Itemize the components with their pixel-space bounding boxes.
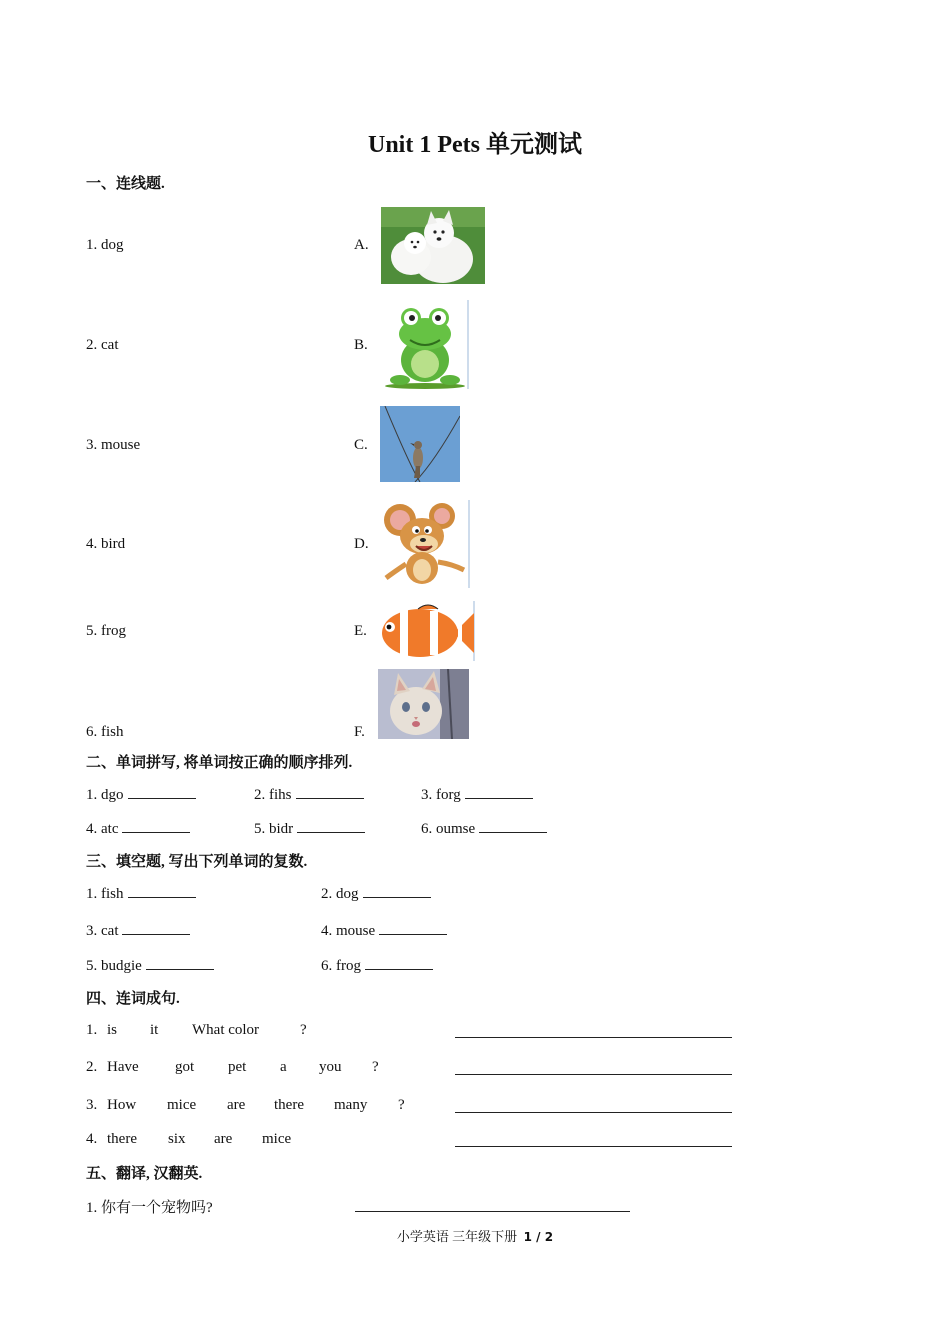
spell-item-5: 5. bidr: [254, 820, 365, 838]
match-letter-b: B.: [354, 337, 368, 353]
page-footer: [0, 1226, 950, 1245]
answer-line[interactable]: [455, 1074, 732, 1075]
plural-item-4: 4. mouse: [321, 922, 447, 940]
sentence-word: ?: [372, 1059, 379, 1075]
section4-heading: 四、连词成句.: [86, 991, 180, 1007]
sentence-word: is: [107, 1022, 118, 1038]
section3-heading: 三、填空题, 写出下列单词的复数.: [86, 854, 308, 870]
match-word-cat: 2. cat: [86, 337, 119, 353]
spell-item-6: 6. oumse: [421, 820, 547, 838]
answer-blank[interactable]: [363, 885, 431, 898]
translate-item-1: 1. 你有一个宠物吗?: [86, 1200, 213, 1216]
frog-picture: [380, 300, 470, 389]
sentence-number: 1.: [86, 1022, 98, 1038]
sentence-word: are: [227, 1097, 246, 1113]
answer-blank[interactable]: [128, 786, 196, 799]
section5-heading: 五、翻译, 汉翻英.: [86, 1166, 203, 1182]
answer-blank[interactable]: [122, 922, 190, 935]
sentence-word: you: [319, 1059, 342, 1075]
footer-text: 小学英语 三年级下册: [396, 1229, 518, 1244]
answer-blank[interactable]: [379, 922, 447, 935]
answer-line[interactable]: [455, 1112, 732, 1113]
sentence-number: 4.: [86, 1131, 98, 1147]
cat-picture: [378, 669, 469, 739]
mouse-picture: [380, 500, 471, 588]
match-word-dog: 1. dog: [86, 237, 124, 253]
plural-item-5: 5. budgie: [86, 957, 214, 975]
sentence-word: are: [214, 1131, 233, 1147]
sentence-word: got: [175, 1059, 195, 1075]
sentence-word: six: [168, 1131, 186, 1147]
answer-blank[interactable]: [146, 957, 214, 970]
match-letter-c: C.: [354, 437, 368, 453]
page-number: 1 / 2: [523, 1230, 554, 1244]
answer-blank[interactable]: [297, 820, 365, 833]
sentence-word: many: [334, 1097, 368, 1113]
answer-line[interactable]: [455, 1146, 732, 1147]
answer-blank[interactable]: [122, 820, 190, 833]
sentence-word: there: [274, 1097, 304, 1113]
dog-picture: [381, 207, 485, 284]
plural-item-1: 1. fish: [86, 885, 196, 903]
match-letter-d: D.: [354, 536, 369, 552]
fish-picture: [378, 601, 476, 661]
sentence-word: What color: [192, 1022, 260, 1038]
sentence-word: mice: [262, 1131, 292, 1147]
answer-blank[interactable]: [479, 820, 547, 833]
sentence-word: pet: [228, 1059, 247, 1075]
page-title: Unit 1 Pets 单元测试: [368, 132, 582, 158]
sentence-word: there: [107, 1131, 137, 1147]
section1-heading: 一、连线题.: [86, 176, 165, 192]
sentence-number: 2.: [86, 1059, 98, 1075]
spell-item-3: 3. forg: [421, 786, 533, 804]
sentence-word: ?: [398, 1097, 405, 1113]
sentence-word: mice: [167, 1097, 197, 1113]
match-letter-a: A.: [354, 237, 369, 253]
match-word-bird: 4. bird: [86, 536, 126, 552]
match-letter-e: E.: [354, 623, 367, 639]
spell-item-2: 2. fihs: [254, 786, 364, 804]
answer-line[interactable]: [455, 1037, 732, 1038]
answer-blank[interactable]: [128, 885, 196, 898]
sentence-number: 3.: [86, 1097, 98, 1113]
sentence-word: a: [280, 1059, 287, 1075]
plural-item-6: 6. frog: [321, 957, 433, 975]
sentence-word: it: [150, 1022, 159, 1038]
match-word-mouse: 3. mouse: [86, 437, 141, 453]
plural-item-3: 3. cat: [86, 922, 190, 940]
answer-blank[interactable]: [296, 786, 364, 799]
bird-picture: [380, 406, 460, 482]
match-letter-f: F.: [354, 724, 365, 740]
spell-item-4: 4. atc: [86, 820, 190, 838]
answer-blank[interactable]: [365, 957, 433, 970]
sentence-word: Have: [107, 1059, 139, 1075]
sentence-word: How: [107, 1097, 137, 1113]
section2-heading: 二、单词拼写, 将单词按正确的顺序排列.: [86, 755, 353, 771]
match-word-fish: 6. fish: [86, 724, 124, 740]
match-word-frog: 5. frog: [86, 623, 126, 639]
answer-blank[interactable]: [465, 786, 533, 799]
spell-item-1: 1. dgo: [86, 786, 196, 804]
plural-item-2: 2. dog: [321, 885, 431, 903]
answer-line[interactable]: [355, 1211, 630, 1212]
sentence-word: ?: [300, 1022, 307, 1038]
